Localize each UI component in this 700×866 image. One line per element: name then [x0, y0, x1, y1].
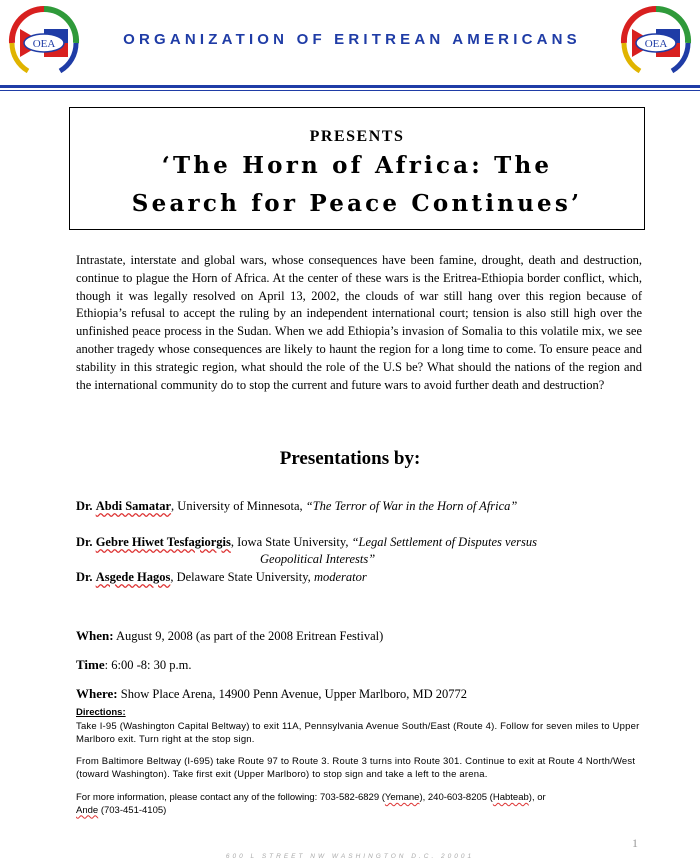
event-title-line1: ‘The Horn of Africa: The	[161, 152, 553, 179]
event-when	[76, 628, 383, 644]
event-title	[70, 147, 644, 223]
speaker-name: Asgede Hagos	[95, 570, 171, 584]
speaker-title: Dr.	[76, 570, 93, 584]
speaker-affiliation: , Delaware State University,	[170, 570, 314, 584]
svg-text:OEA: OEA	[644, 38, 668, 50]
when-value: August 9, 2008 (as part of the 2008 Eritrean Festival)	[116, 629, 384, 643]
contact-name: Yemane	[384, 792, 420, 803]
contact-name: Ande	[76, 804, 99, 816]
presentations-heading: Presentations by:	[279, 448, 421, 469]
contact-name: Habteab	[492, 792, 529, 803]
speaker-title: Dr.	[76, 535, 93, 549]
header-rule-thin	[0, 90, 700, 91]
event-where	[76, 686, 467, 702]
contact-info: For more information, please contact any of the following: 703-582-6829 (Yemane), 240-603-8205 (Habteab), or Ande (703-451-4105)	[76, 792, 546, 816]
time-label: Time	[76, 657, 105, 672]
directions-route-1: Take I-95 (Washington Capital Beltway) to exit 11A, Pennsylvania Avenue South/East (Route 4). Follow for seven miles to Upper Marlboro exit. Turn right at the stop sign.	[76, 721, 640, 745]
presents-label: PRESENTS	[309, 128, 405, 145]
speaker-talk-title-line2: Geopolitical Interests”	[260, 552, 376, 566]
where-value: Show Place Arena, 14900 Penn Avenue, Upper Marlboro, MD 20772	[120, 687, 468, 701]
speaker-name: Abdi Samatar	[95, 499, 172, 513]
speaker-title: Dr.	[76, 499, 93, 513]
time-value: : 6:00 -8: 30 p.m.	[104, 658, 192, 672]
speaker-role: moderator	[313, 570, 367, 584]
footer-address: 600 L STREET NW WASHINGTON D.C. 20001	[225, 853, 475, 860]
header-rule-thick	[0, 85, 700, 88]
speaker-3	[76, 568, 367, 586]
organization-name: ORGANIZATION OF ERITREAN AMERICANS	[123, 31, 581, 48]
oea-logo-left	[6, 3, 82, 83]
directions-route-2: From Baltimore Beltway (I-695) take Route 97 to Route 3. Route 3 turns into Route 301. Continue to exit at Route 4 North/West (toward Washington). Take first exit (Upper Marlboro) to stop sign and take a left to the arena.	[76, 756, 636, 780]
page-number: 1	[632, 836, 638, 850]
speaker-affiliation: , Iowa State University,	[230, 535, 352, 549]
oea-emblem-icon	[12, 9, 76, 71]
speaker-talk-title: “The Terror of War in the Horn of Africa”	[305, 499, 518, 513]
directions-heading: Directions:	[76, 707, 126, 718]
speaker-2	[76, 533, 537, 551]
event-title-line2: Search for Peace Continues’	[131, 190, 583, 217]
when-label: When:	[76, 628, 114, 643]
speaker-name: Gebre Hiwet Tesfagiorgis	[95, 535, 231, 549]
intro-paragraph: Intrastate, interstate and global wars, whose consequences have been famine, drought, death and destruction, continue to plague the Horn of Africa. At the center of these wars is the Eritrea-Ethiopia border conflict, which, though it was legally resolved on April 13, 2002, the clouds of war still hang over this region because of Ethiopia’s refusal to accept the ruling by an independent international court; tension is also still high over the unfinished peace process in the Sudan. When we add Ethiopia’s invasion of Somalia to this volatile mix, we see another tragedy whose consequences are likely to haunt the region for a long time to come. To ensure peace and stability in this strategic region, what should the role of the U.S be? What should the nations of the region and the international community do to stop the current and future wars to avoid further death and destruction?	[76, 253, 642, 392]
speaker-1	[76, 497, 517, 515]
title-box	[69, 107, 645, 230]
oea-emblem-icon	[624, 9, 688, 71]
where-label: Where:	[76, 686, 118, 701]
event-time	[76, 657, 191, 673]
svg-text:OEA: OEA	[32, 38, 56, 50]
speaker-affiliation: , University of Minnesota,	[171, 499, 306, 513]
speaker-talk-title: “Legal Settlement of Disputes versus	[351, 535, 537, 549]
oea-logo-right	[618, 3, 694, 83]
